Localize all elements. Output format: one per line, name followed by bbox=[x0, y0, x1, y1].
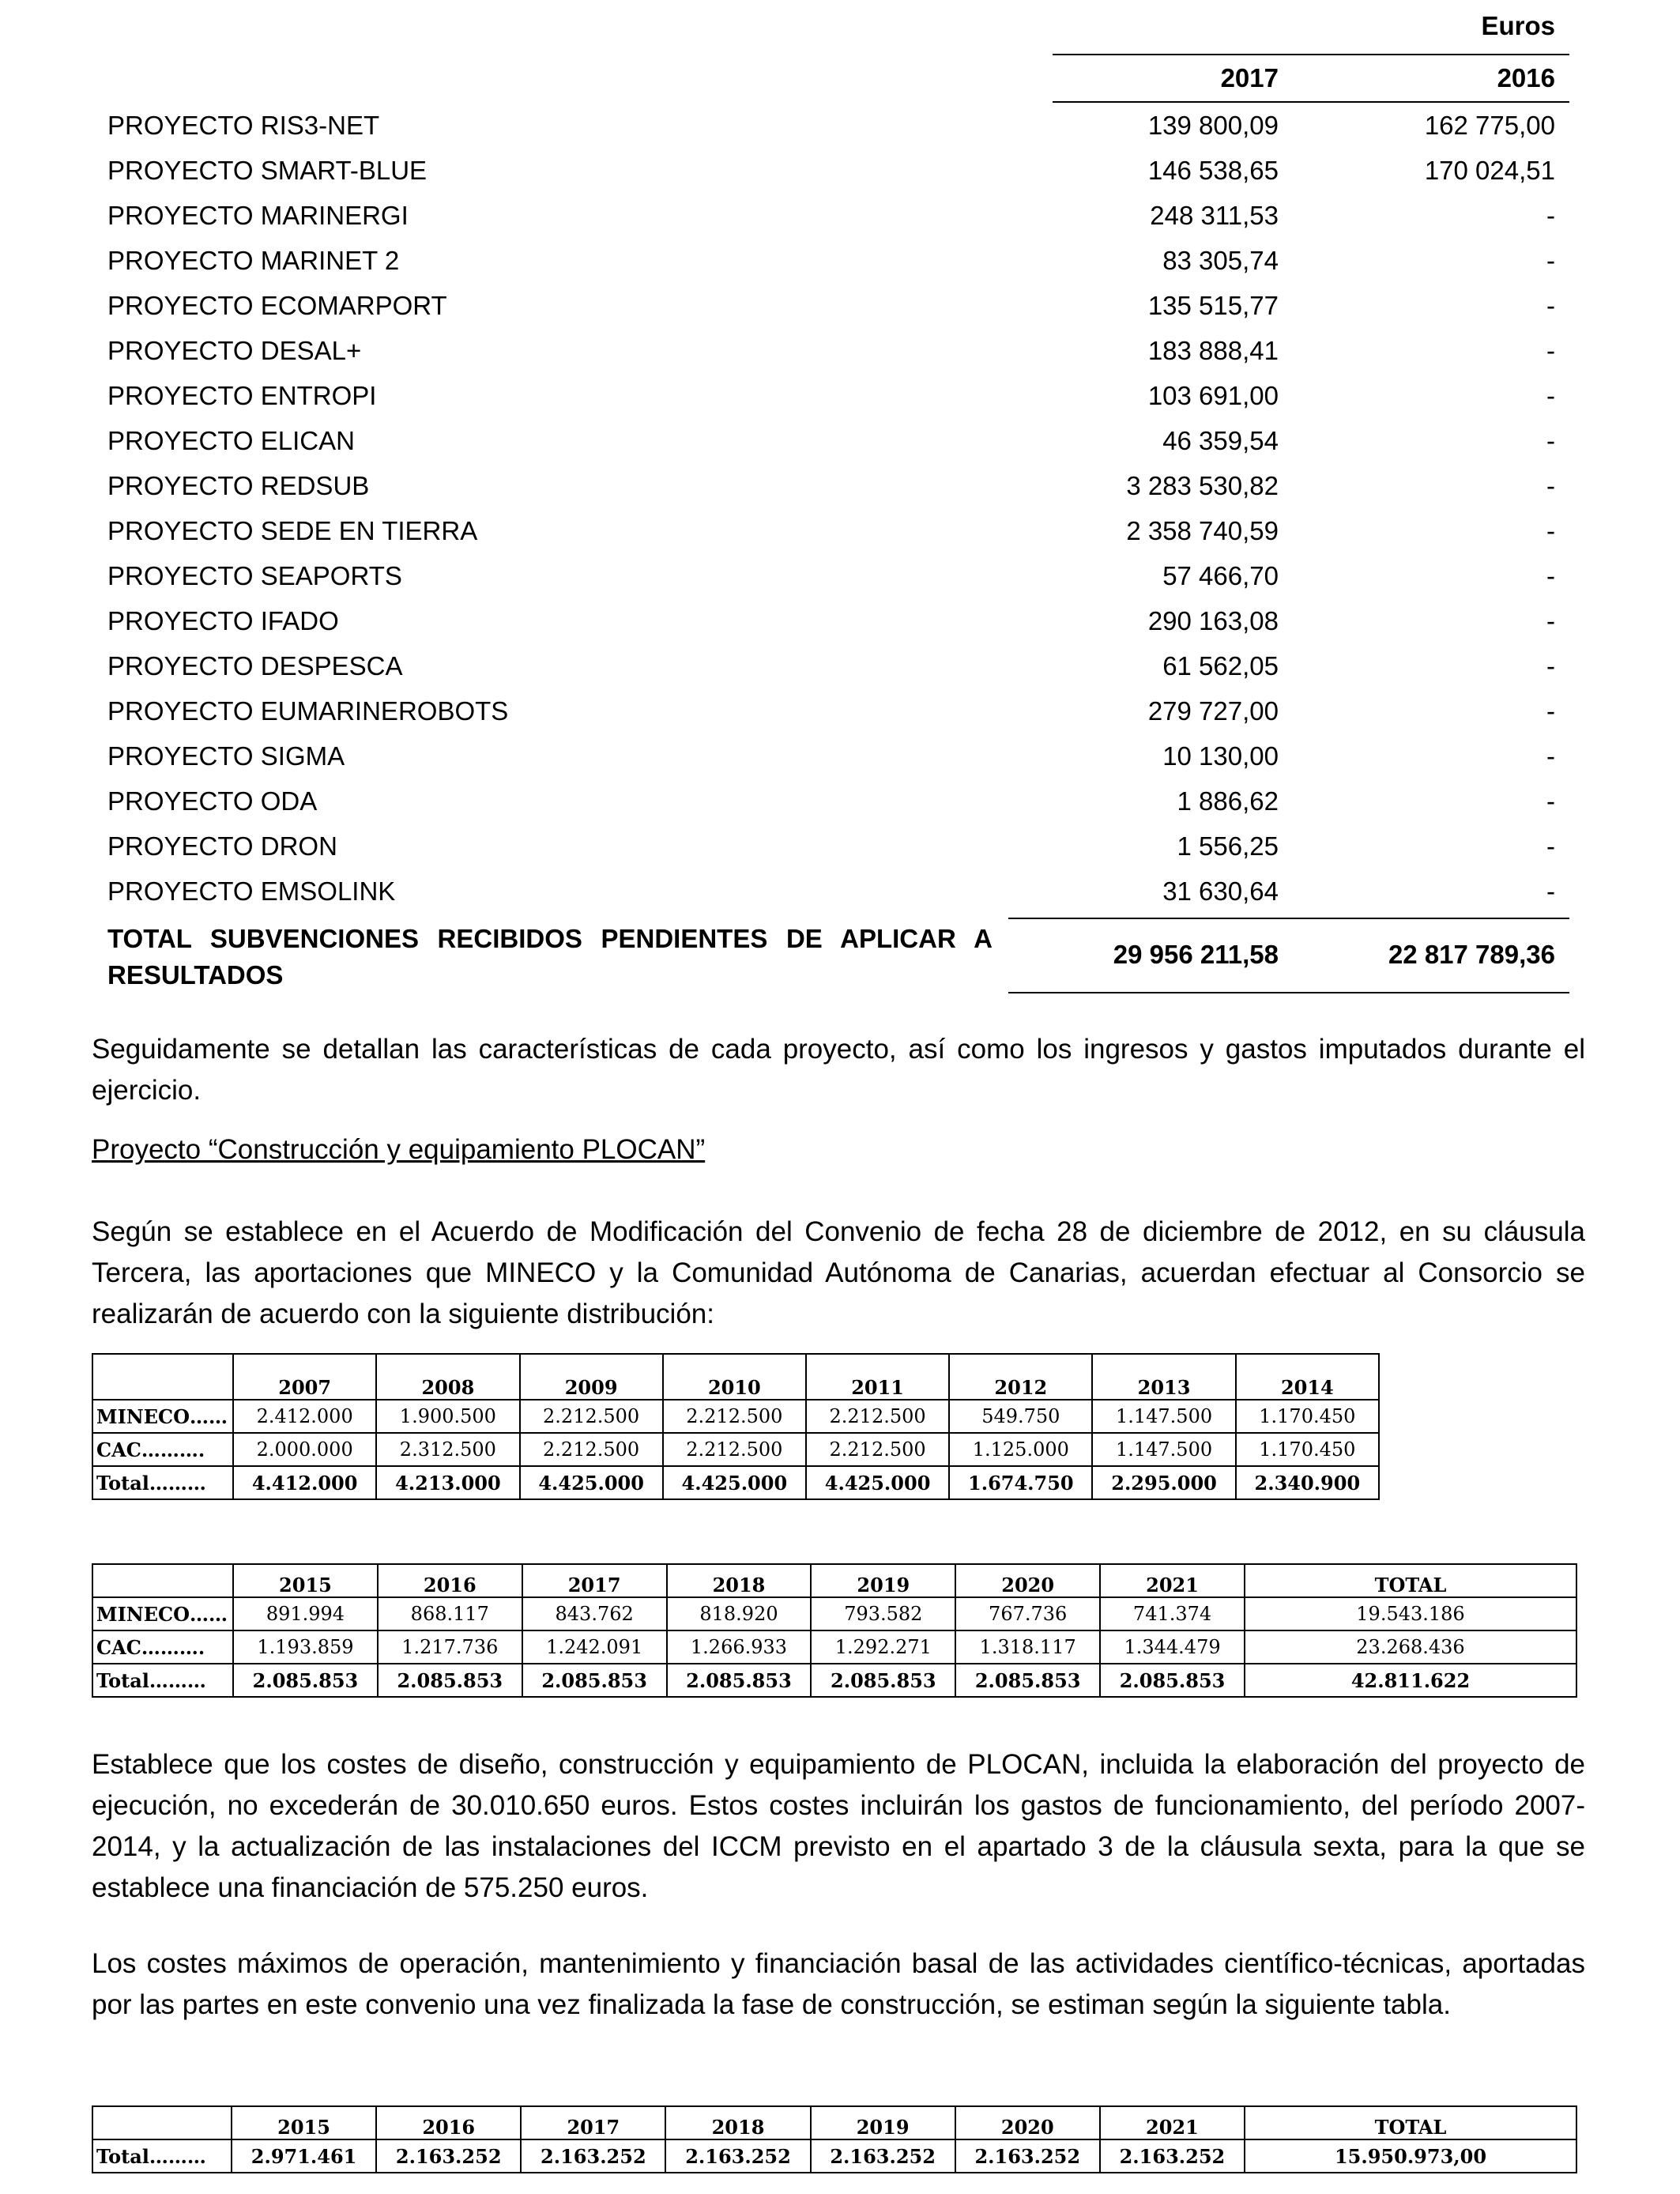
year-header-cell: 2009 bbox=[520, 1354, 663, 1400]
project-name: PROYECTO SIGMA bbox=[107, 741, 345, 771]
value-cell: 2.212.500 bbox=[520, 1400, 663, 1433]
value-cell: 42.811.622 bbox=[1245, 1664, 1576, 1697]
value-cell: 2.163.252 bbox=[521, 2139, 665, 2173]
total-value-2016: 22 817 789,36 bbox=[1388, 940, 1555, 969]
value-cell: 1.193.859 bbox=[233, 1630, 378, 1664]
value-2017: 183 888,41 bbox=[1147, 336, 1279, 365]
value-2017: 46 359,54 bbox=[1162, 426, 1279, 455]
section-heading-plocan: Proyecto “Construcción y equipamiento PLOCAN” bbox=[92, 1134, 706, 1165]
project-name: PROYECTO DRON bbox=[107, 831, 337, 861]
value-cell: 1.242.091 bbox=[522, 1630, 667, 1664]
value-cell: 1.217.736 bbox=[378, 1630, 522, 1664]
value-cell: 4.425.000 bbox=[663, 1466, 806, 1499]
total-label: TOTAL SUBVENCIONES RECIBIDOS PENDIENTES DE APLICAR A RESULTADOS bbox=[107, 924, 993, 990]
value-cell: 2.163.252 bbox=[1100, 2139, 1245, 2173]
header-blank-cell bbox=[92, 2106, 232, 2139]
value-cell: 2.312.500 bbox=[376, 1433, 519, 1466]
year-header-cell: 2016 bbox=[378, 1564, 522, 1597]
paragraph-agreement: Según se establece en el Acuerdo de Modificación del Convenio de fecha 28 de diciembre de 2012, en su cláusula Tercera, las aportaciones que MINECO y la Comunidad Autónoma de Canarias, acuerdan efectuar al Consorcio se realizarán de acuerdo con la siguiente distribución: bbox=[92, 1216, 1585, 1329]
paragraph-operation: Los costes máximos de operación, mantenimiento y financiación basal de las actividades científico-técnicas, aportadas por las partes en este convenio una vez finalizada la fase de construcción, se estiman según la siguiente tabla. bbox=[92, 1948, 1585, 2020]
project-name: PROYECTO SEAPORTS bbox=[107, 561, 402, 590]
value-2016: - bbox=[1546, 696, 1555, 726]
value-cell: 767.736 bbox=[955, 1597, 1100, 1630]
total-rule-top bbox=[1008, 918, 1569, 919]
value-2016: - bbox=[1546, 561, 1555, 590]
value-cell: 1.318.117 bbox=[955, 1630, 1100, 1664]
row-label-cell: CAC………. bbox=[92, 1433, 233, 1466]
value-cell: 1.170.450 bbox=[1236, 1400, 1379, 1433]
row-label-cell: MINECO…… bbox=[92, 1597, 233, 1630]
year-header-cell: 2015 bbox=[232, 2106, 376, 2139]
table-row bbox=[92, 1630, 1576, 1664]
subsidy-row bbox=[107, 598, 1569, 643]
row-label-cell: Total……… bbox=[92, 1466, 233, 1499]
contributions-table-2007-2014 bbox=[92, 1353, 1380, 1500]
year-header-cell: 2014 bbox=[1236, 1354, 1379, 1400]
subsidy-row bbox=[107, 328, 1569, 373]
header-blank-cell bbox=[92, 1564, 233, 1597]
year-header-cell: 2007 bbox=[233, 1354, 376, 1400]
project-name: PROYECTO ECOMARPORT bbox=[107, 291, 447, 320]
value-2016: - bbox=[1546, 786, 1555, 816]
value-2016: - bbox=[1546, 426, 1555, 455]
value-2016: - bbox=[1546, 606, 1555, 635]
value-cell: 4.412.000 bbox=[233, 1466, 376, 1499]
subsidy-row bbox=[107, 148, 1569, 193]
year-header-cell: TOTAL bbox=[1245, 1564, 1576, 1597]
year-header-cell: 2017 bbox=[522, 1564, 667, 1597]
subsidy-row bbox=[107, 283, 1569, 328]
value-cell: 19.543.186 bbox=[1245, 1597, 1576, 1630]
year-header-cell: 2021 bbox=[1100, 1564, 1245, 1597]
project-name: PROYECTO MARINET 2 bbox=[107, 246, 400, 275]
table-header-row bbox=[92, 1354, 1379, 1400]
value-2016: 170 024,51 bbox=[1424, 156, 1555, 185]
subsidy-row bbox=[107, 238, 1569, 283]
year-header-cell: 2021 bbox=[1100, 2106, 1245, 2139]
year-header-cell: 2012 bbox=[949, 1354, 1092, 1400]
value-cell: 1.266.933 bbox=[667, 1630, 812, 1664]
value-2017: 139 800,09 bbox=[1147, 111, 1279, 140]
table-row bbox=[92, 2139, 1576, 2173]
subsidy-row bbox=[107, 103, 1569, 148]
value-cell: 2.085.853 bbox=[667, 1664, 812, 1697]
contributions-table-2015-2021 bbox=[92, 1563, 1577, 1698]
year-header-cell: 2016 bbox=[376, 2106, 521, 2139]
value-cell: 2.085.853 bbox=[233, 1664, 378, 1697]
value-cell: 2.163.252 bbox=[376, 2139, 521, 2173]
table-row bbox=[92, 1400, 1379, 1433]
row-label-cell: CAC………. bbox=[92, 1630, 233, 1664]
project-name: PROYECTO EMSOLINK bbox=[107, 876, 396, 906]
value-2017: 248 311,53 bbox=[1150, 201, 1279, 230]
paragraph-intro: Seguidamente se detallan las características de cada proyecto, así como los ingresos y gastos imputados durante el ejercicio. bbox=[92, 1034, 1585, 1106]
table-row bbox=[92, 1664, 1576, 1697]
value-cell: 2.212.500 bbox=[806, 1433, 949, 1466]
project-name: PROYECTO EUMARINEROBOTS bbox=[107, 696, 509, 726]
value-cell: 741.374 bbox=[1100, 1597, 1245, 1630]
value-cell: 1.292.271 bbox=[811, 1630, 955, 1664]
subsidy-row bbox=[107, 463, 1569, 508]
value-2017: 3 283 530,82 bbox=[1126, 471, 1279, 500]
value-2017: 290 163,08 bbox=[1147, 606, 1279, 635]
table-row bbox=[92, 1433, 1379, 1466]
value-cell: 549.750 bbox=[949, 1400, 1092, 1433]
table-header-row bbox=[92, 1564, 1576, 1597]
value-2016: 162 775,00 bbox=[1424, 111, 1555, 140]
value-cell: 2.085.853 bbox=[811, 1664, 955, 1697]
value-cell: 2.212.500 bbox=[663, 1400, 806, 1433]
subsidy-row bbox=[107, 553, 1569, 598]
year-header-cell: 2020 bbox=[955, 1564, 1100, 1597]
table-row bbox=[92, 1466, 1379, 1499]
year-header-cell: 2018 bbox=[665, 2106, 810, 2139]
value-2017: 279 727,00 bbox=[1147, 696, 1279, 726]
value-cell: 2.340.900 bbox=[1236, 1466, 1379, 1499]
value-2017: 103 691,00 bbox=[1147, 381, 1279, 410]
value-cell: 2.212.500 bbox=[663, 1433, 806, 1466]
value-2017: 57 466,70 bbox=[1162, 561, 1279, 590]
value-2016: - bbox=[1546, 831, 1555, 861]
year-header-cell: 2019 bbox=[811, 2106, 955, 2139]
value-2016: - bbox=[1546, 246, 1555, 275]
value-cell: 793.582 bbox=[811, 1597, 955, 1630]
currency-label: Euros bbox=[1481, 11, 1555, 40]
subsidy-row bbox=[107, 508, 1569, 553]
subsidy-row bbox=[107, 869, 1569, 914]
value-cell: 1.125.000 bbox=[949, 1433, 1092, 1466]
year-header-cell: 2013 bbox=[1092, 1354, 1235, 1400]
value-cell: 2.295.000 bbox=[1092, 1466, 1235, 1499]
value-cell: 1.147.500 bbox=[1092, 1433, 1235, 1466]
table-header-row bbox=[92, 2106, 1576, 2139]
year-header-cell: 2011 bbox=[806, 1354, 949, 1400]
value-cell: 2.212.500 bbox=[806, 1400, 949, 1433]
subsidy-row bbox=[107, 193, 1569, 238]
value-cell: 1.147.500 bbox=[1092, 1400, 1235, 1433]
value-cell: 4.425.000 bbox=[806, 1466, 949, 1499]
project-name: PROYECTO DESAL+ bbox=[107, 336, 362, 365]
value-2016: - bbox=[1546, 876, 1555, 906]
value-cell: 868.117 bbox=[378, 1597, 522, 1630]
project-name: PROYECTO SMART-BLUE bbox=[107, 156, 428, 185]
value-2016: - bbox=[1546, 741, 1555, 771]
value-cell: 891.994 bbox=[233, 1597, 378, 1630]
year-header-cell: TOTAL bbox=[1245, 2106, 1576, 2139]
value-cell: 2.000.000 bbox=[233, 1433, 376, 1466]
value-cell: 1.170.450 bbox=[1236, 1433, 1379, 1466]
value-2017: 2 358 740,59 bbox=[1126, 516, 1279, 545]
value-2016: - bbox=[1546, 201, 1555, 230]
value-2017: 31 630,64 bbox=[1162, 876, 1279, 906]
project-name: PROYECTO ENTROPI bbox=[107, 381, 377, 410]
year-header-cell: 2010 bbox=[663, 1354, 806, 1400]
value-cell: 4.425.000 bbox=[520, 1466, 663, 1499]
project-name: PROYECTO SEDE EN TIERRA bbox=[107, 516, 478, 545]
value-cell: 2.212.500 bbox=[520, 1433, 663, 1466]
year-header-cell: 2020 bbox=[955, 2106, 1100, 2139]
operation-costs-table bbox=[92, 2105, 1577, 2173]
value-cell: 818.920 bbox=[667, 1597, 812, 1630]
value-2017: 1 556,25 bbox=[1177, 831, 1279, 861]
value-cell: 1.674.750 bbox=[949, 1466, 1092, 1499]
project-name: PROYECTO REDSUB bbox=[107, 471, 370, 500]
value-cell: 2.412.000 bbox=[233, 1400, 376, 1433]
value-cell: 2.085.853 bbox=[522, 1664, 667, 1697]
value-2016: - bbox=[1546, 651, 1555, 680]
value-2017: 1 886,62 bbox=[1177, 786, 1279, 816]
value-cell: 1.344.479 bbox=[1100, 1630, 1245, 1664]
total-row bbox=[107, 921, 1569, 990]
value-cell: 2.971.461 bbox=[232, 2139, 376, 2173]
subsidy-row bbox=[107, 824, 1569, 869]
project-name: PROYECTO ELICAN bbox=[107, 426, 355, 455]
value-2016: - bbox=[1546, 291, 1555, 320]
header-blank-cell bbox=[92, 1354, 233, 1400]
subsidy-row bbox=[107, 733, 1569, 778]
total-rule-bottom bbox=[1008, 992, 1569, 993]
value-cell: 2.085.853 bbox=[378, 1664, 522, 1697]
project-name: PROYECTO RIS3-NET bbox=[107, 111, 380, 140]
subsidy-row bbox=[107, 418, 1569, 463]
project-name: PROYECTO IFADO bbox=[107, 606, 339, 635]
value-2017: 83 305,74 bbox=[1162, 246, 1279, 275]
value-2016: - bbox=[1546, 381, 1555, 410]
project-name: PROYECTO DESPESCA bbox=[107, 651, 403, 680]
value-cell: 1.900.500 bbox=[376, 1400, 519, 1433]
year-header-cell: 2017 bbox=[521, 2106, 665, 2139]
project-name: PROYECTO ODA bbox=[107, 786, 318, 816]
subsidy-row bbox=[107, 643, 1569, 688]
value-cell: 2.163.252 bbox=[811, 2139, 955, 2173]
value-cell: 23.268.436 bbox=[1245, 1630, 1576, 1664]
year-header-cell: 2008 bbox=[376, 1354, 519, 1400]
year-header-cell: 2015 bbox=[233, 1564, 378, 1597]
value-cell: 2.163.252 bbox=[955, 2139, 1100, 2173]
value-2017: 146 538,65 bbox=[1147, 156, 1279, 185]
row-label-cell: Total……… bbox=[92, 1664, 233, 1697]
value-cell: 2.085.853 bbox=[955, 1664, 1100, 1697]
table-row bbox=[92, 1597, 1576, 1630]
row-label-cell: MINECO…… bbox=[92, 1400, 233, 1433]
total-value-2017: 29 956 211,58 bbox=[1113, 940, 1279, 969]
year-header-cell: 2019 bbox=[811, 1564, 955, 1597]
value-2016: - bbox=[1546, 516, 1555, 545]
subsidy-row bbox=[107, 688, 1569, 733]
row-label-cell: Total……… bbox=[92, 2139, 232, 2173]
subsidy-row bbox=[107, 778, 1569, 824]
value-cell: 4.213.000 bbox=[376, 1466, 519, 1499]
value-2017: 61 562,05 bbox=[1162, 651, 1279, 680]
value-2016: - bbox=[1546, 336, 1555, 365]
value-2017: 10 130,00 bbox=[1162, 741, 1279, 771]
paragraph-costs: Establece que los costes de diseño, construcción y equipamiento de PLOCAN, incluida la elaboración del proyecto de ejecución, no excederán de 30.010.650 euros. Estos costes incluirán los gastos de funcionamiento, del período 2007-2014, y la actualización de las instalaciones del ICCM previsto en el apartado 3 de la cláusula sexta, para la que se establece una financiación de 575.250 euros. bbox=[92, 1749, 1585, 1903]
header-rule-top bbox=[1053, 54, 1569, 55]
value-cell: 2.085.853 bbox=[1100, 1664, 1245, 1697]
value-cell: 843.762 bbox=[522, 1597, 667, 1630]
value-cell: 2.163.252 bbox=[665, 2139, 810, 2173]
year-header-2016: 2016 bbox=[1497, 63, 1555, 92]
value-cell: 15.950.973,00 bbox=[1245, 2139, 1576, 2173]
project-name: PROYECTO MARINERGI bbox=[107, 201, 409, 230]
year-header-cell: 2018 bbox=[667, 1564, 812, 1597]
subsidy-row bbox=[107, 373, 1569, 418]
year-header-2017: 2017 bbox=[1220, 63, 1279, 92]
value-2017: 135 515,77 bbox=[1147, 291, 1279, 320]
value-2016: - bbox=[1546, 471, 1555, 500]
